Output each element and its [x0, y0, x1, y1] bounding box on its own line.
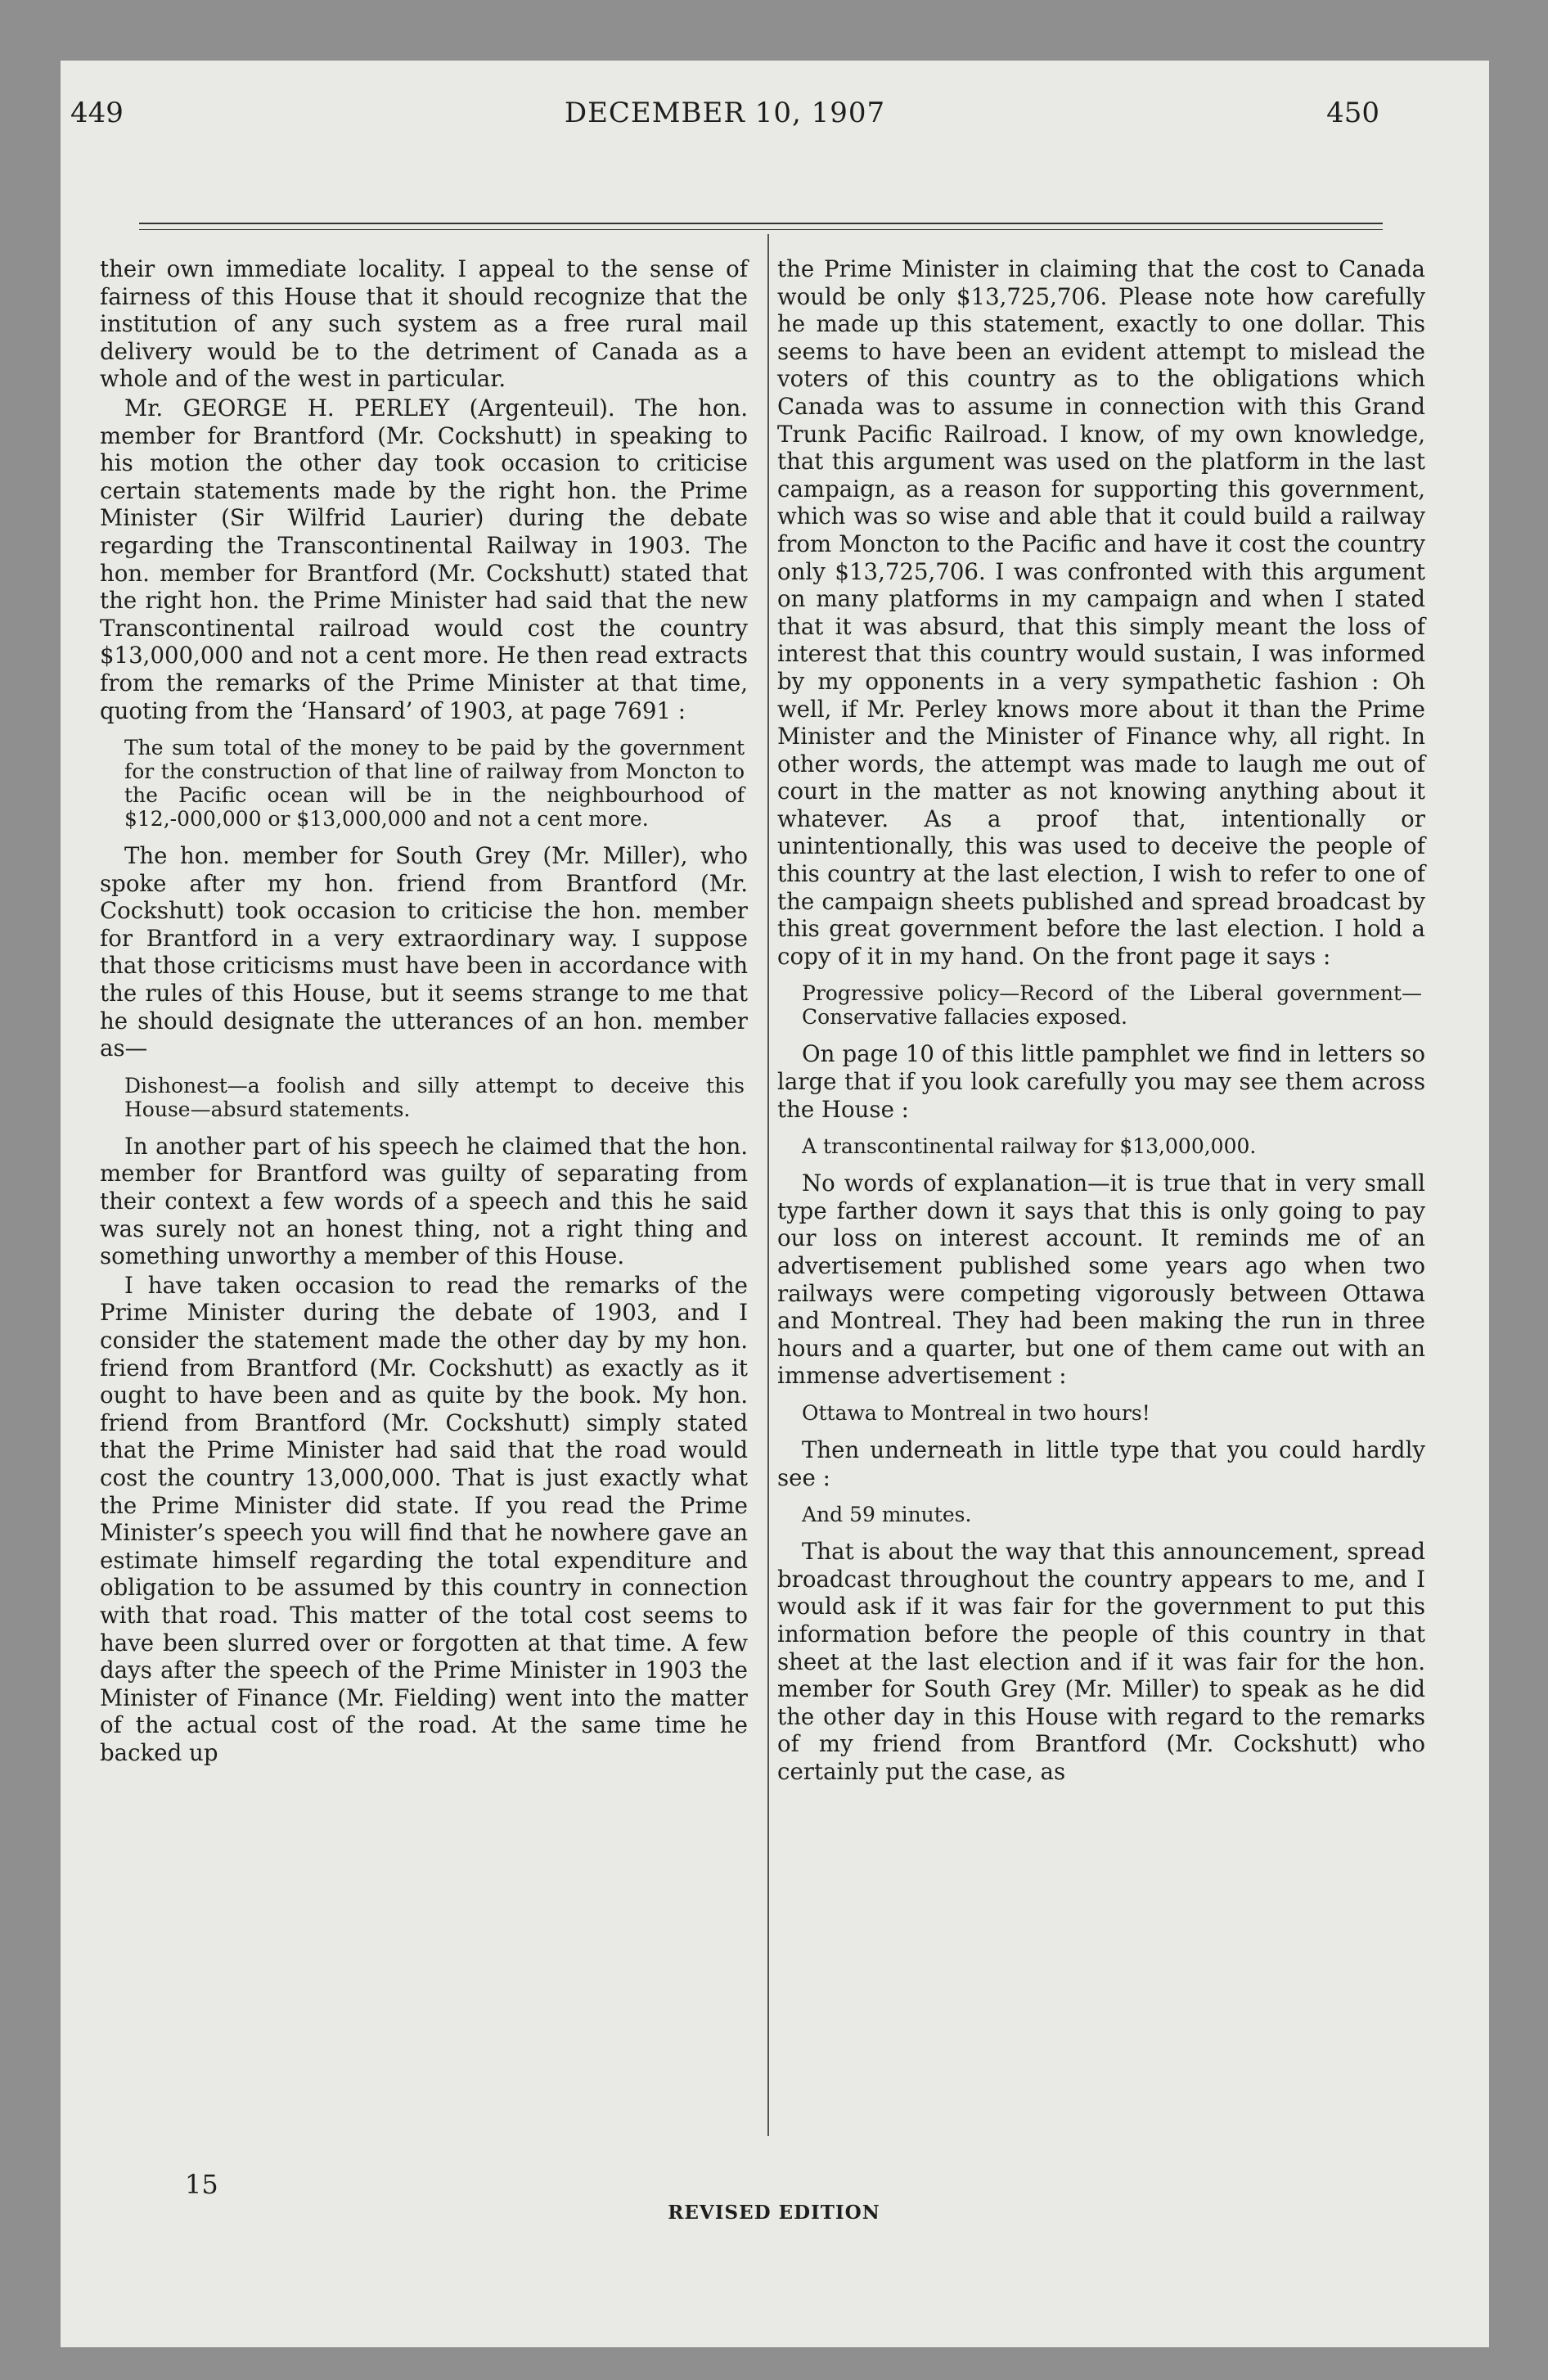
left-column-quote: The sum total of the money to be paid by the government for the construction of that line of railway from Moncton to the Pacific ocean will be in the neighbourhood of $12,-000,000 or $13,000,000 and not a cent more. [124, 736, 745, 832]
signature-mark: 15 [185, 2169, 218, 2200]
left-column-quote: Dishonest—a foolish and silly attempt to deceive this House—absurd statements. [124, 1073, 745, 1121]
right-column-quote: Ottawa to Montreal in two hours! [802, 1400, 1150, 1425]
right-column-quote: Progressive policy—Record of the Liberal government—Conservative fallacies exposed. [802, 981, 1422, 1030]
page-number-right: 450 [1326, 97, 1379, 129]
edition-label: REVISED EDITION [668, 2202, 880, 2224]
right-column-quote: And 59 minutes. [802, 1503, 972, 1527]
left-column-paragraph: Mr. GEORGE H. PERLEY (Argenteuil). The hon. member for Brantford (Mr. Cockshutt) in speaking to his motion the other day took occasion to criticise certain statements made by the right hon. the Prime Minister (Sir Wilfrid Laurier) during the debate regarding the Transcontinental Railway in 1903. The hon. member for Brantford (Mr. Cockshutt) stated that the right hon. the Prime Minister had said that the new Transcontinental railroad would cost the country $13,000,000 and not a cent more. He then read extracts from the remarks of the Prime Minister at that time, quoting from the ‘Hansard’ of 1903, at page 7691 : [100, 394, 748, 724]
left-column-paragraph: their own immediate locality. I appeal to the sense of fairness of this House that it should recognize that the institution of any such system as a free rural mail delivery would be to the detriment of Canada as a whole and of the west in particular. [100, 255, 748, 393]
page-number-left: 449 [70, 97, 124, 129]
left-column-paragraph: The hon. member for South Grey (Mr. Miller), who spoke after my hon. friend from Brantford (Mr. Cockshutt) took occasion to criticise the hon. member for Brantford in a very extraordinary way. I suppose that those criticisms must have been in accordance with the rules of this House, but it seems strange to me that he should designate the utterances of an hon. member as— [100, 842, 748, 1062]
left-column-paragraph: I have taken occasion to read the remarks of the Prime Minister during the debate of 1903, and I consider the statement made the other day by my hon. friend from Brantford (Mr. Cockshutt) as exactly as it ought to have been and as quite by the book. My hon. friend from Brantford (Mr. Cockshutt) simply stated that the Prime Minister had said that the road would cost the country 13,000,000. That is just exactly what the Prime Minister did state. If you read the Prime Minister’s speech you will find that he nowhere gave an estimate himself regarding the total expenditure and obligation to be assumed by this country in connection with that road. This matter of the total cost seems to have been slurred over or forgotten at that time. A few days after the speech of the Prime Minister in 1903 the Minister of Finance (Mr. Fielding) went into the matter of the actual cost of the road. At the same time he backed up [100, 1271, 748, 1766]
right-column-paragraph: That is about the way that this announcement, spread broadcast throughout the country appears to me, and I would ask if it was fair for the government to put this information before the people of this country in that sheet at the last election and if it was fair for the hon. member for South Grey (Mr. Miller) to speak as he did the other day in this House with regard to the remarks of my friend from Brantford (Mr. Cockshutt) who certainly put the case, as [777, 1538, 1425, 1785]
right-column [777, 255, 1425, 1786]
left-column [100, 255, 748, 1767]
left-column-paragraph: In another part of his speech he claimed that the hon. member for Brantford was guilty of separating from their context a few words of a speech and this he said was surely not an honest thing, not a right thing and something unworthy a member of this House. [100, 1132, 748, 1270]
right-column-paragraph: No words of explanation—it is true that in very small type farther down it says that this is only going to pay our loss on interest account. It reminds me of an advertisement published some years ago when two railways were competing vigorously between Ottawa and Montreal. They had been making the run in three hours and a quarter, but one of them came out with an immense advertisement : [777, 1170, 1425, 1390]
right-column-quote: A transcontinental railway for $13,000,000. [802, 1134, 1257, 1159]
right-column-paragraph: On page 10 of this little pamphlet we find in letters so large that if you look carefully you may see them across the House : [777, 1040, 1425, 1123]
page-title: DECEMBER 10, 1907 [564, 97, 886, 129]
page-header [70, 97, 1379, 133]
column-divider [767, 234, 769, 2136]
header-rule-top [139, 223, 1383, 224]
header-rule-bottom [139, 229, 1383, 230]
right-column-paragraph: Then underneath in little type that you could hardly see : [777, 1436, 1425, 1491]
right-column-paragraph: the Prime Minister in claiming that the cost to Canada would be only $13,725,706. Please note how carefully he made up this statement, exactly to one dollar. This seems to have been an evident attempt to mislead the voters of this country as to the obligations which Canada was to assume in connection with this Grand Trunk Pacific Railroad. I know, of my own knowledge, that this argument was used on the platform in the last campaign, as a reason for supporting this government, which was so wise and able that it could build a railway from Moncton to the Pacific and have it cost the country only $13,725,706. I was confronted with this argument on many platforms in my campaign and when I stated that it was absurd, that this simply meant the loss of interest that this country would sustain, I was informed by my opponents in a very sympathetic fashion : Oh well, if Mr. Perley knows more about it than the Prime Minister and the Minister of Finance why, all right. In other words, the attempt was made to laugh me out of court in the matter as not knowing anything about it whatever. As a proof that, intentionally or unintentionally, this was used to deceive the people of this country at the last election, I wish to refer to one of the campaign sheets published and spread broadcast by this great government before the last election. I hold a copy of it in my hand. On the front page it says : [777, 255, 1425, 970]
